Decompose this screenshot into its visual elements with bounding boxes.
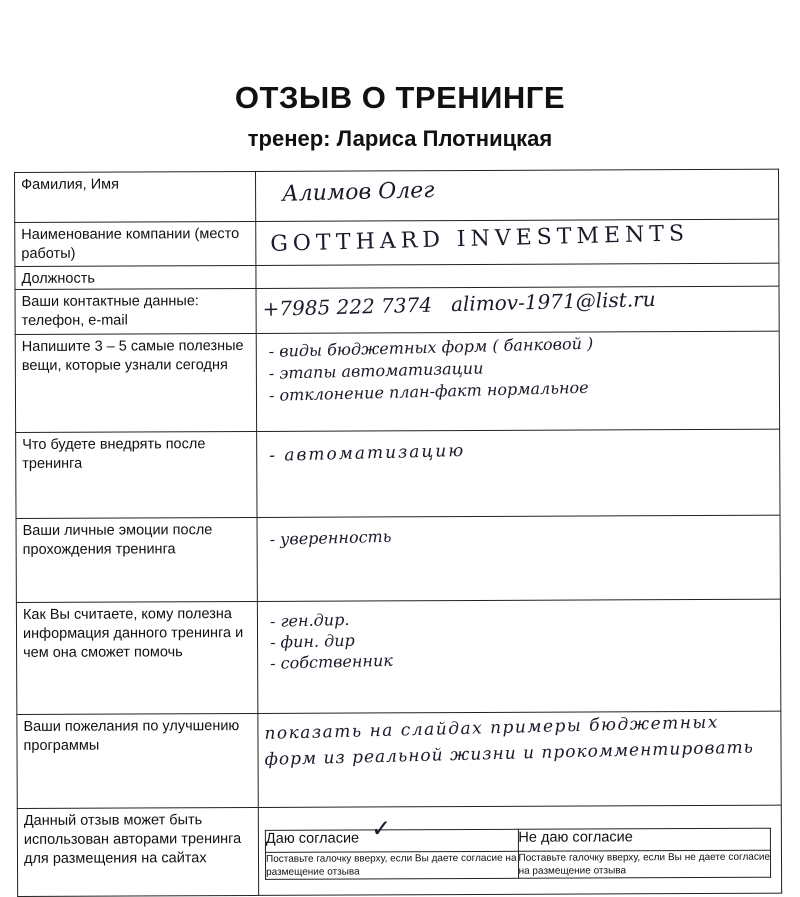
feedback-form-table — [14, 169, 782, 897]
label-suggestions: Ваши пожелания по улучшению программы — [17, 713, 258, 808]
label-company: Наименование компании (место работы) — [15, 221, 256, 266]
label-useful-for: Как Вы считаете, кому полезна информация данного тренинга и чем она сможет помочь — [16, 601, 257, 714]
hw-implement: - автоматизацию — [268, 440, 466, 466]
consent-area — [258, 805, 781, 895]
disagree-cell[interactable] — [518, 828, 771, 851]
row-emotions — [16, 515, 780, 602]
label-emotions: Ваши личные эмоции после прохождения тренинга — [16, 517, 257, 602]
row-useful-for — [16, 599, 780, 714]
trainer-subtitle: тренер: Лариса Плотницкая — [247, 126, 553, 151]
label-implement: Что будете внедрять после тренинга — [16, 431, 257, 518]
hw-useful-for-2: - фин. дир — [269, 630, 355, 652]
answer-full-name[interactable] — [255, 169, 778, 221]
hw-contacts: +7985 222 7374 alimov-1971@list.ru — [262, 286, 656, 321]
agree-checkmark: ✓ — [370, 814, 392, 843]
row-full-name — [15, 169, 779, 222]
answer-contacts[interactable] — [256, 286, 779, 333]
hw-useful-3: - отклонение план-факт нормальное — [268, 377, 589, 405]
answer-company[interactable] — [256, 219, 779, 265]
label-position: Должность — [15, 265, 256, 289]
hw-full-name: Алимов Олег — [281, 177, 435, 207]
row-consent — [17, 805, 781, 896]
row-contacts — [15, 286, 779, 334]
hw-useful-for-3: - собственник — [269, 650, 394, 673]
disagree-note: Поставьте галочку вверху, если Вы не даете согласие на размещение отзыва — [518, 851, 771, 877]
hw-suggestions-2: форм из реальной жизни и прокомментировать — [264, 737, 755, 770]
disagree-title: Не даю согласие — [518, 829, 633, 846]
agree-cell[interactable] — [265, 814, 518, 852]
hw-useful-2: - этапы автоматизации — [268, 358, 484, 383]
agree-note: Поставьте галочку вверху, если Вы даете согласие на размещение отзыва — [265, 852, 517, 878]
answer-useful-things[interactable] — [256, 331, 779, 431]
answer-emotions[interactable] — [257, 515, 780, 601]
row-company — [15, 219, 779, 266]
row-useful-things — [15, 331, 779, 432]
answer-useful-for[interactable] — [257, 599, 780, 713]
row-implement — [16, 429, 780, 518]
label-useful-things: Напишите 3 – 5 самые полезные вещи, которые узнали сегодня — [15, 333, 256, 432]
form-title: ОТЗЫВ О ТРЕНИНГЕ — [234, 80, 566, 115]
answer-position[interactable] — [256, 263, 779, 288]
hw-company: GOTTHARD INVESTMENTS — [270, 221, 690, 257]
row-position — [15, 263, 779, 289]
row-suggestions — [17, 711, 781, 808]
hw-useful-for-1: - ген.дир. — [269, 609, 350, 631]
consent-table — [265, 814, 771, 880]
hw-emotions: - уверенность — [269, 526, 392, 549]
agree-title: Даю согласие — [265, 830, 360, 847]
answer-implement[interactable] — [257, 429, 780, 517]
hw-useful-1: - виды бюджетных форм ( банковой ) — [268, 333, 594, 361]
hw-suggestions-1: показать на слайдах примеры бюджетных — [264, 712, 720, 744]
label-contacts: Ваши контактные данные: телефон, e-mail — [15, 288, 256, 334]
label-full-name: Фамилия, Имя — [15, 171, 256, 222]
answer-suggestions[interactable] — [258, 711, 781, 807]
label-consent: Данный отзыв может быть использован авторами тренинга для размещения на сайтах — [17, 807, 258, 896]
